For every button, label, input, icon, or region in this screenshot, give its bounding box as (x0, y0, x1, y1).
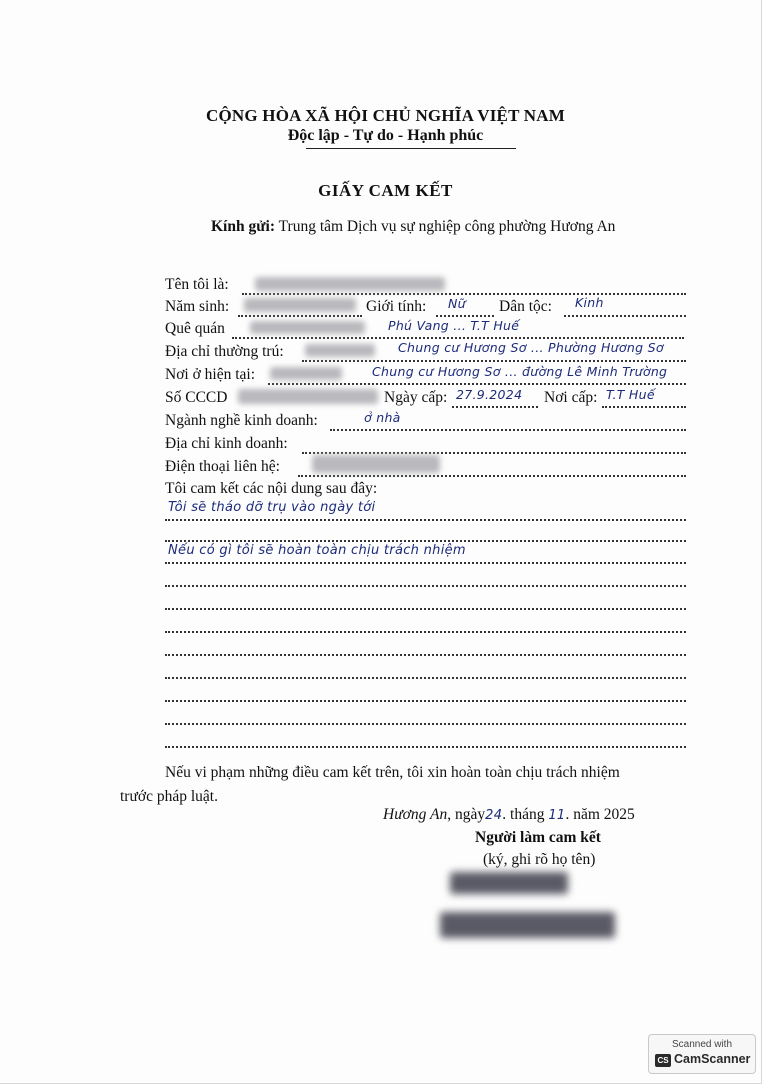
commitment-line-2-dots (165, 560, 686, 564)
recipient-line (211, 218, 615, 236)
ethnicity-label: Dân tộc: (499, 298, 552, 315)
signer-title: Người làm cam kết (475, 829, 601, 846)
commitment-line-1-dots (165, 517, 686, 521)
phone-label: Điện thoại liên hệ: (165, 458, 280, 475)
gender-label: Giới tính: (366, 298, 427, 315)
hometown-redacted (250, 321, 365, 334)
commitment-blank-line (165, 538, 686, 542)
name-label: Tên tôi là: (165, 276, 229, 293)
blank-line (165, 583, 686, 587)
camscanner-watermark (648, 1034, 756, 1074)
closing-paragraph-line-2: trước pháp luật. (120, 788, 218, 805)
issue-date-value: 27.9.2024 (456, 387, 523, 402)
date-day-prefix: , ngày (447, 806, 486, 823)
commitment-line-2: Nếu có gì tôi sẽ hoàn toàn chịu trách nhiệm (168, 543, 466, 558)
current-residence-label: Nơi ở hiện tại: (165, 366, 256, 383)
date-day: 24 (485, 808, 503, 823)
issue-place-label: Nơi cấp: (544, 389, 598, 406)
id-redacted (238, 389, 378, 404)
document-title: GIẤY CAM KẾT (318, 181, 453, 200)
date-place: Hương An (383, 806, 448, 823)
birth-year-label: Năm sinh: (165, 298, 230, 315)
blank-line (165, 629, 686, 633)
date-year: . năm 2025 (565, 806, 635, 823)
business-address-dots (302, 450, 686, 454)
watermark-name: CamScanner (674, 1052, 751, 1066)
gender-value: Nữ (448, 296, 466, 311)
watermark-top-text: Scanned with (671, 1039, 733, 1050)
business-value: ở nhà (364, 410, 401, 425)
blank-line (165, 652, 686, 656)
issue-date-label: Ngày cấp: (384, 389, 448, 406)
camscanner-logo-icon: CS (655, 1054, 671, 1067)
issue-place-value: T.T Huế (606, 387, 655, 402)
motto: Độc lập - Tự do - Hạnh phúc (287, 127, 484, 144)
current-residence-dots (268, 381, 686, 385)
hometown-label: Quê quán (165, 320, 225, 337)
issue-date-dots (452, 404, 538, 408)
id-label: Số CCCD (165, 389, 228, 406)
ethnicity-dots (564, 313, 686, 317)
permanent-address-value: Chung cư Hương Sơ ... Phường Hương Sơ (398, 340, 664, 355)
business-dots (330, 427, 686, 431)
recipient-label: Kính gửi: (211, 218, 275, 235)
birth-year-redacted (244, 298, 356, 312)
blank-line (165, 606, 686, 610)
commitment-line-1: Tôi sẽ tháo dỡ trụ vào ngày tới (168, 500, 376, 515)
closing-paragraph-line-1: Nếu vi phạm những điều cam kết trên, tôi xin hoàn toàn chịu trách nhiệm (165, 764, 620, 781)
motto-underline (306, 148, 516, 149)
blank-line (165, 675, 686, 679)
commitment-label: Tôi cam kết các nội dung sau đây: (165, 480, 378, 497)
current-residence-redacted (270, 367, 342, 380)
birth-year-dots (238, 313, 362, 317)
blank-line (165, 744, 686, 748)
signer-note: (ký, ghi rõ họ tên) (483, 851, 596, 868)
hometown-value: Phú Vang ... T.T Huế (388, 318, 520, 333)
signature-redacted (450, 872, 568, 894)
date-line (383, 806, 635, 824)
gender-dots (436, 313, 494, 317)
current-residence-value: Chung cư Hương Sơ ... đường Lê Minh Trường (372, 364, 668, 379)
blank-line (165, 721, 686, 725)
recipient-value: Trung tâm Dịch vụ sự nghiệp công phường Hương An (278, 218, 616, 235)
date-month-prefix: . tháng (502, 806, 545, 823)
phone-redacted (312, 455, 440, 473)
business-label: Ngành nghề kinh doanh: (165, 412, 318, 429)
permanent-address-redacted (305, 344, 375, 357)
ethnicity-value: Kinh (575, 295, 604, 310)
date-month: 11 (548, 808, 566, 823)
name-redacted (255, 277, 445, 291)
issue-place-dots (602, 404, 686, 408)
permanent-address-label: Địa chỉ thường trú: (165, 343, 284, 360)
name-dots (242, 291, 686, 295)
hometown-dots (232, 335, 684, 339)
signer-name-redacted (440, 912, 615, 938)
national-title: CỘNG HÒA XÃ HỘI CHỦ NGHĨA VIỆT NAM (206, 106, 565, 125)
business-address-label: Địa chỉ kinh doanh: (165, 435, 288, 452)
blank-line (165, 698, 686, 702)
phone-dots (298, 473, 686, 477)
permanent-address-dots (302, 358, 686, 362)
